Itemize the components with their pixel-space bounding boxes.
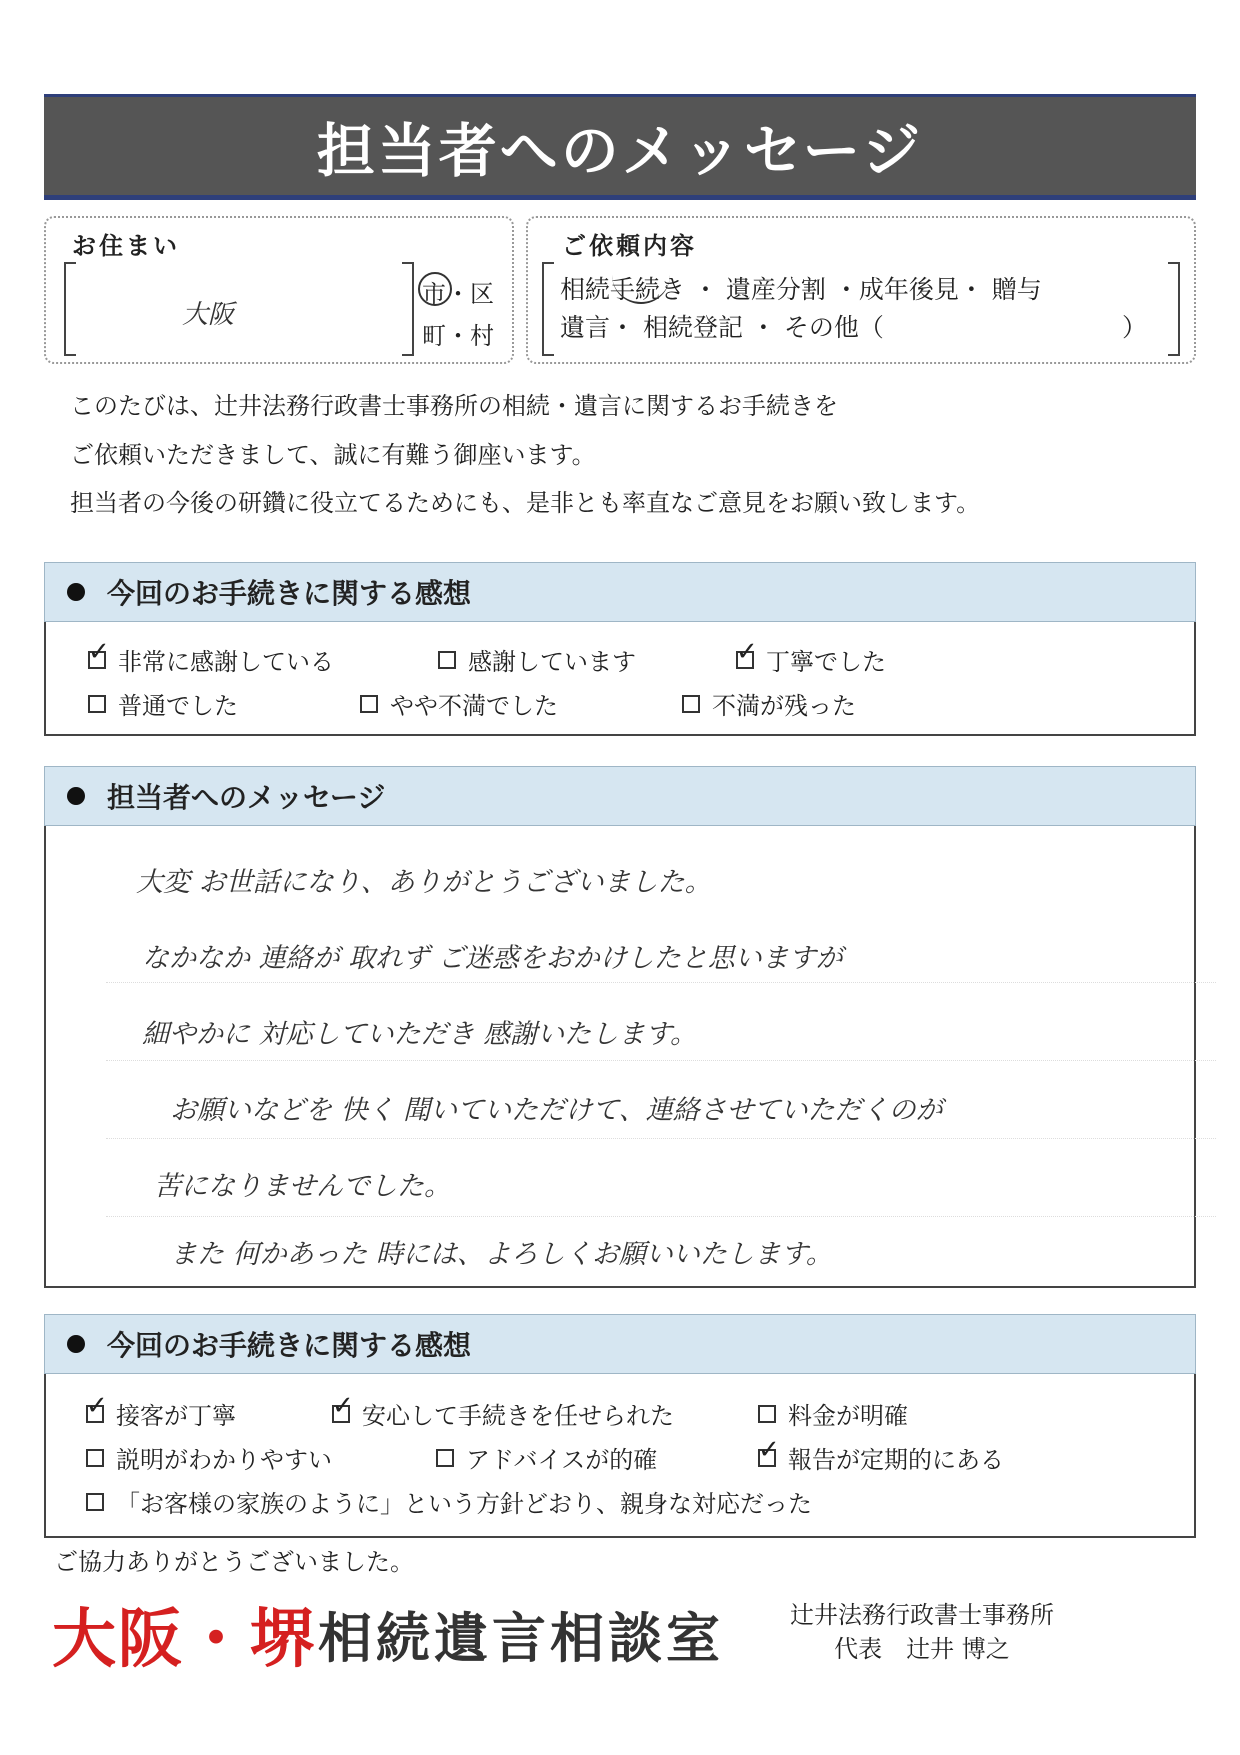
checkbox-icon[interactable]	[758, 1405, 776, 1423]
address-suffix-city: 市・区	[422, 280, 494, 308]
ruled-line	[106, 982, 1216, 983]
request-options-line2: 遺言・ 相続登記 ・ その他（	[560, 313, 884, 342]
section1-body	[44, 622, 1196, 736]
message-line-4: お願いなどを 快く 聞いていただけて、連絡させていただくのが	[170, 1095, 943, 1126]
request-label: ご依頼内容	[562, 232, 697, 260]
bullet-icon	[67, 787, 85, 805]
option-family-like-care[interactable]	[86, 1484, 812, 1519]
request-bracket-right	[1168, 262, 1180, 356]
option-label: 普通でした	[118, 692, 238, 720]
option-normal[interactable]	[88, 686, 238, 721]
option-label: 「お客様の家族のように」という方針どおり、親身な対応だった	[116, 1490, 812, 1518]
check-mark-icon: ✓	[86, 1390, 108, 1421]
checkbox-icon[interactable]	[86, 1449, 104, 1467]
checkbox-icon[interactable]	[86, 1390, 108, 1423]
option-label: 丁寧でした	[766, 648, 886, 676]
request-bracket-left	[542, 262, 554, 356]
option-courteous-service[interactable]	[86, 1390, 236, 1431]
option-label: 非常に感謝している	[118, 648, 334, 676]
option-easy-explanation[interactable]	[86, 1440, 332, 1475]
message-line-3: 細やかに 対応していただき 感謝いたします。	[142, 1019, 698, 1050]
option-very-grateful[interactable]	[88, 636, 334, 677]
option-label: 感謝しています	[468, 648, 636, 676]
logo-region: 大阪・堺	[52, 1603, 316, 1677]
bullet-icon	[67, 583, 85, 601]
message-line-6: また 何かあった 時には、よろしくお願いいたします。	[170, 1239, 833, 1270]
checkbox-icon[interactable]	[360, 695, 378, 713]
address-bracket-left	[64, 262, 76, 356]
address-city-circle	[418, 272, 452, 306]
thanks-text: ご協力ありがとうございました。	[54, 1548, 414, 1576]
section2-header	[44, 766, 1196, 826]
check-mark-icon: ✓	[88, 636, 110, 667]
address-suffix-town: 町・村	[422, 322, 494, 350]
option-label: 接客が丁寧	[116, 1402, 236, 1430]
checkbox-icon[interactable]	[682, 695, 700, 713]
option-regular-reports[interactable]	[758, 1434, 1004, 1475]
checkbox-icon[interactable]	[436, 1449, 454, 1467]
address-bracket-right	[402, 262, 414, 356]
checkbox-icon[interactable]	[88, 695, 106, 713]
section3-body	[44, 1374, 1196, 1538]
checkbox-icon[interactable]	[332, 1390, 354, 1423]
address-box	[44, 216, 514, 364]
checkbox-icon[interactable]	[88, 636, 110, 669]
intro-line-1: このたびは、辻井法務行政書士事務所の相続・遺言に関するお手続きを	[70, 392, 838, 420]
checkbox-icon[interactable]	[736, 636, 758, 669]
address-handwritten-value: 大阪	[182, 300, 235, 330]
intro-line-3: 担当者の今後の研鑽に役立てるためにも、是非とも率直なご意見をお願い致します。	[70, 489, 981, 517]
section1-title: 今回のお手続きに関する感想	[107, 577, 472, 610]
section1-header	[44, 562, 1196, 622]
ruled-line	[106, 1138, 1216, 1139]
message-line-1: 大変 お世話になり、ありがとうございました。	[136, 867, 712, 898]
request-other-close: ）	[1122, 313, 1148, 342]
request-box	[526, 216, 1196, 364]
ruled-line	[106, 1216, 1216, 1217]
option-label: 報告が定期的にある	[788, 1446, 1004, 1474]
checkbox-icon[interactable]	[758, 1434, 780, 1467]
option-label: 料金が明確	[788, 1402, 908, 1430]
check-mark-icon: ✓	[758, 1434, 780, 1465]
logo-office-name: 相続遺言相談室	[318, 1607, 724, 1670]
ruled-line	[106, 1060, 1216, 1061]
check-mark-icon: ✓	[736, 636, 758, 667]
option-polite[interactable]	[736, 636, 886, 677]
option-accurate-advice[interactable]	[436, 1440, 657, 1475]
check-mark-icon: ✓	[332, 1390, 354, 1421]
page-banner-title: 担当者へのメッセージ	[44, 94, 1196, 200]
option-label: 不満が残った	[712, 692, 856, 720]
message-line-2: なかなか 連絡が 取れず ご迷惑をおかけしたと思いますが	[142, 943, 843, 974]
option-slightly-dissatisfied[interactable]	[360, 686, 558, 721]
option-grateful[interactable]	[438, 642, 636, 677]
office-representative: 代表 辻井 博之	[834, 1635, 1010, 1663]
section2-message-body	[44, 826, 1196, 1288]
option-clear-fees[interactable]	[758, 1396, 908, 1431]
address-label: お住まい	[72, 232, 180, 260]
bullet-icon	[67, 1335, 85, 1353]
option-label: 説明がわかりやすい	[116, 1446, 332, 1474]
option-dissatisfied[interactable]	[682, 686, 856, 721]
option-label: アドバイスが的確	[466, 1446, 658, 1474]
option-label: 安心して手続きを任せられた	[362, 1402, 674, 1430]
message-line-5: 苦になりませんでした。	[154, 1171, 451, 1202]
section2-title: 担当者へのメッセージ	[107, 781, 386, 814]
checkbox-icon[interactable]	[86, 1493, 104, 1511]
option-trusted-procedures[interactable]	[332, 1390, 674, 1431]
office-name: 辻井法務行政書士事務所	[790, 1601, 1054, 1629]
request-options-line1: 相続手続き ・ 遺産分割 ・成年後見・ 贈与	[560, 275, 1042, 304]
section3-header	[44, 1314, 1196, 1374]
option-label: やや不満でした	[390, 692, 558, 720]
intro-line-2: ご依頼いただきまして、誠に有難う御座います。	[70, 441, 596, 469]
office-info	[790, 1598, 1054, 1666]
checkbox-icon[interactable]	[438, 651, 456, 669]
section3-title: 今回のお手続きに関する感想	[107, 1329, 472, 1362]
